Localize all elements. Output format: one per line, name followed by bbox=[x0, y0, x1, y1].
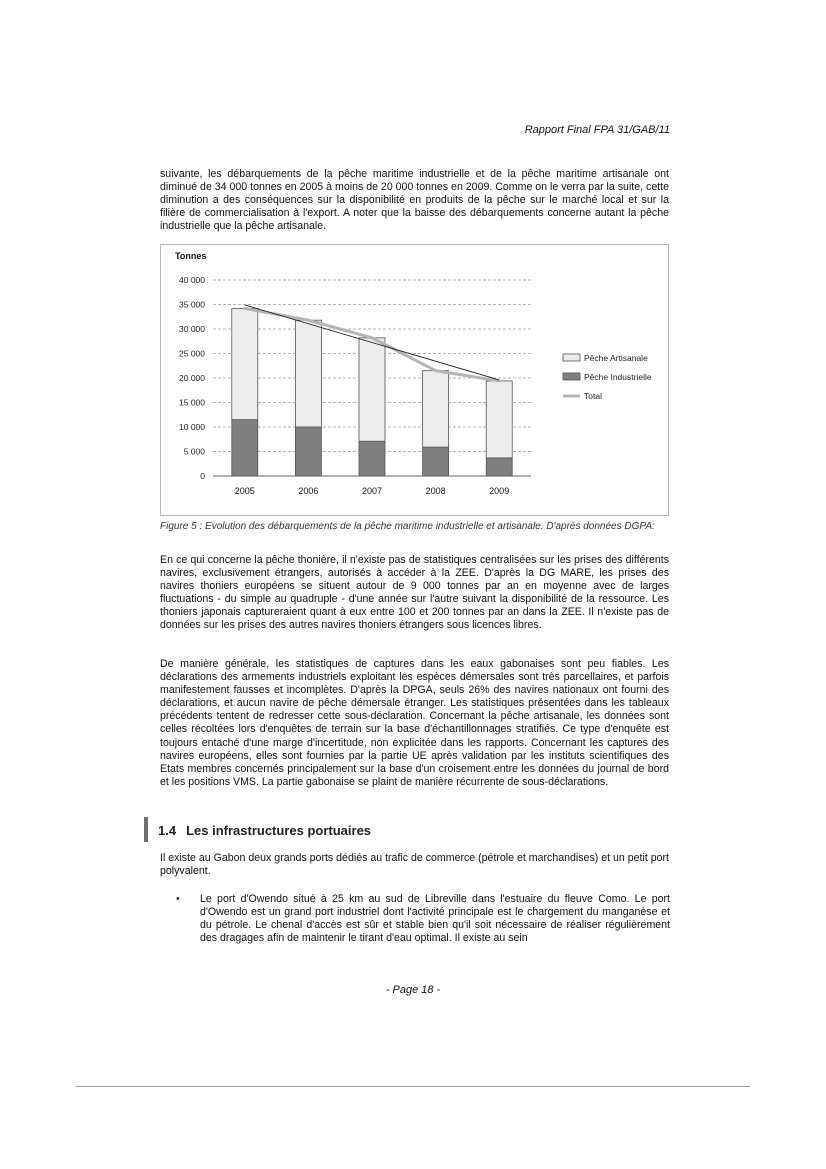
legend-swatch bbox=[563, 373, 580, 380]
bar-segment bbox=[423, 371, 449, 447]
y-tick-label: 35 000 bbox=[179, 299, 205, 310]
bar-segment bbox=[232, 420, 258, 476]
figure-caption: Figure 5 : Evolution des débarquements de la pêche maritime industrielle et artisanale. D'après données DGPA: bbox=[160, 521, 655, 532]
x-tick-label: 2008 bbox=[425, 486, 446, 496]
page-number: - Page 18 - bbox=[385, 984, 441, 996]
y-tick-label: 40 000 bbox=[179, 275, 205, 285]
bullet-text-owendo: Le port d'Owendo situé à 25 km au sud de Libreville dans l'estuaire du fleuve Como. Le port d'Owendo est un grand port industriel dont l'activité principale est le chargement du manganèse et du pétrole. Le chenal d'accès est sûr et stable bien qu'il soit nécessaire de réaliser régulièrement des dragages afin de maintenir le tirant d'eau optimal. Il existe au sein bbox=[200, 893, 670, 945]
legend-label: Total bbox=[584, 391, 602, 401]
bar-segment bbox=[359, 441, 385, 476]
y-tick-label: 5 000 bbox=[183, 446, 205, 457]
bar-segment bbox=[295, 427, 321, 476]
landings-chart-svg bbox=[161, 245, 668, 515]
x-tick-label: 2005 bbox=[234, 486, 255, 496]
legend-label: Pêche Artisanale bbox=[584, 353, 648, 363]
total-point bbox=[243, 307, 246, 310]
total-point bbox=[434, 369, 437, 372]
legend-swatch bbox=[563, 354, 580, 361]
x-tick-label: 2009 bbox=[489, 486, 510, 496]
bullet-marker: • bbox=[176, 893, 180, 905]
section-number: 1.4 bbox=[158, 823, 177, 838]
y-tick-label: 10 000 bbox=[179, 422, 205, 432]
bar-segment bbox=[486, 381, 512, 458]
paragraph-tuna-fishing: En ce qui concerne la pêche thonière, il n'existe pas de statistiques centralisées sur les prises des différents navires, exclusivement étrangers, autorisés à accéder à la ZEE. D'après la DG MARE, les prises des navires thoniers européens se situent autour de 9 000 tonnes par an en moyenne avec de larges fluctuations - du simple au quadruple - d'une année sur l'autre suivant la disponibilité de la ressource. Les thoniers japonais captureraient quant à eux entre 100 et 200 tonnes par an dans la ZEE. Il n'existe pas de données sur les prises des autres navires thoniers étrangers sous licences libres. bbox=[160, 554, 669, 632]
paragraph-landings-decline: suivante, les débarquements de la pêche maritime industrielle et de la pêche maritime artisanale ont diminué de 34 000 tonnes en 2005 à moins de 20 000 tonnes en 2009. Comme on le verra par la suite, cette diminution a des conséquences sur la disponibilité en produits de la pêche sur le marché local et sur la filière de commercialisation à l'export. A noter que la baisse des débarquements concerne autant la pêche industrielle que la pêche artisanale. bbox=[160, 168, 669, 233]
section-heading bbox=[158, 823, 371, 838]
y-tick-label: 0 bbox=[200, 471, 205, 481]
section-marker bbox=[144, 817, 148, 842]
total-point bbox=[307, 319, 310, 322]
bar-segment bbox=[232, 308, 258, 419]
footer-divider bbox=[76, 1086, 750, 1087]
bar-segment bbox=[423, 447, 449, 476]
x-tick-label: 2007 bbox=[361, 486, 383, 496]
bar-segment bbox=[486, 458, 512, 476]
y-tick-label: 30 000 bbox=[179, 324, 205, 334]
bar-segment bbox=[359, 338, 385, 441]
landings-chart bbox=[160, 244, 669, 516]
x-tick-label: 2006 bbox=[298, 486, 319, 496]
y-tick-label: 20 000 bbox=[179, 373, 205, 383]
legend-label: Pêche Industrielle bbox=[584, 372, 652, 382]
section-title: Les infrastructures portuaires bbox=[186, 823, 372, 838]
bar-segment bbox=[295, 320, 321, 427]
report-reference: Rapport Final FPA 31/GAB/11 bbox=[524, 124, 670, 136]
paragraph-ports-intro: Il existe au Gabon deux grands ports dédiés au trafic de commerce (pétrole et marchandises) et un petit port polyvalent. bbox=[160, 852, 669, 878]
y-tick-label: 25 000 bbox=[179, 348, 205, 359]
y-axis-label: Tonnes bbox=[175, 251, 207, 261]
paragraph-catch-statistics: De manière générale, les statistiques de captures dans les eaux gabonaises sont peu fiables. Les déclarations des armements industriels exploitant les espèces démersales sont très parcellaires, et parfois manifestement fausses et incomplètes. D'après la DPGA, seuls 26% des navires nationaux ont fourni des déclarations, et aucun navire de pêche démersale étranger. Les statistiques présentées dans les tableaux précédents tentent de redresser cette sous-déclaration. Concernant la pêche artisanale, les données sont celles récoltées lors d'enquêtes de terrain sur la base d'échantillonnages stratifiés. Ce type d'enquête est toujours entaché d'une marge d'incertitude, non explicitée dans les rapports. Concernant les captures des navires européens, elles sont fournies par la partie UE après validation par les instituts scientifiques des Etats membres concernés principalement sur la base d'un croisement entre les données du journal de bord et les positions VMS. La partie gabonaise se plaint de manière récurrente de sous-déclarations. bbox=[160, 658, 669, 788]
y-tick-label: 15 000 bbox=[179, 397, 205, 408]
total-point bbox=[371, 336, 374, 339]
